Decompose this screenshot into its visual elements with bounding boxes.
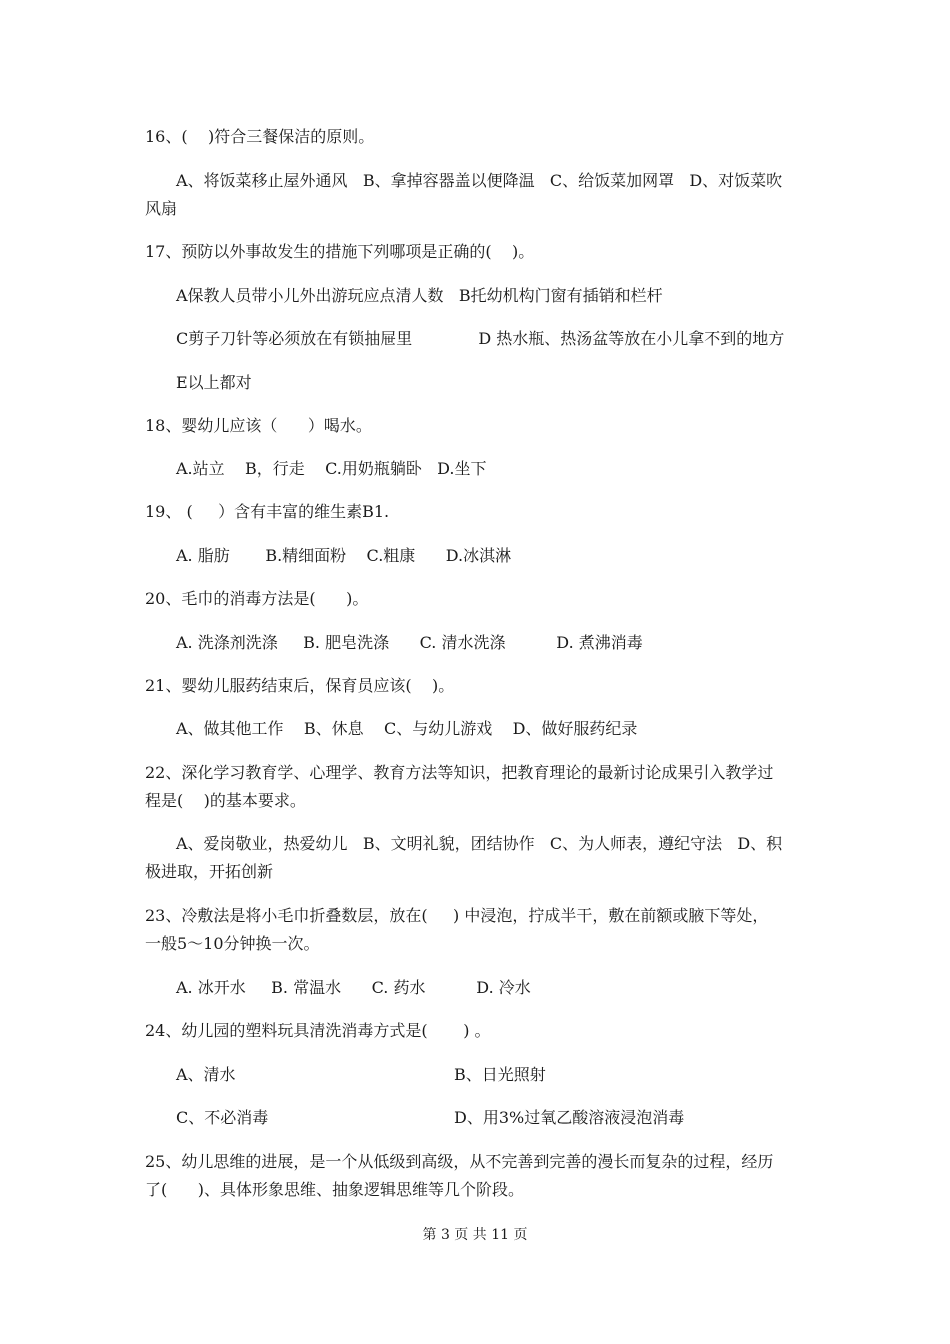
question-22-stem-cont: 程是( )的基本要求。 [145,791,306,810]
question-18-options: A.站立 B，行走 C.用奶瓶躺卧 D.坐下 [176,459,487,478]
question-16-stem: 16、( )符合三餐保洁的原则。 [145,127,375,146]
question-16-options-cont: 风扇 [145,199,178,218]
question-19-options: A. 脂肪 B.精细面粉 C.粗康 D.冰淇淋 [176,546,512,565]
question-21-stem: 21、婴幼儿服药结束后，保育员应该( )。 [145,676,455,695]
page-footer: 第 3 页 共 11 页 [422,1227,528,1243]
question-23-stem: 23、冷敷法是将小毛巾折叠数层，放在( ) 中浸泡，拧成半干，敷在前额或腋下等处， [145,906,769,925]
question-17-options-cd: C剪子刀针等必须放在有锁抽屉里 D 热水瓶、热汤盆等放在小儿拿不到的地方 [176,329,785,348]
question-17-options-ab: A保教人员带小儿外出游玩应点清人数 B托幼机构门窗有插销和栏杆 [176,286,663,305]
question-24-option-d: D、用3%过氧乙酸溶液浸泡消毒 [454,1108,685,1127]
question-19-stem: 19、 ( ）含有丰富的维生素B1. [145,502,390,521]
question-22-options: A、爱岗敬业，热爱幼儿 B、文明礼貌，团结协作 C、为人师表，遵纪守法 D、积 [176,834,783,853]
question-22-options-cont: 极进取，开拓创新 [145,862,274,881]
question-17-stem: 17、预防以外事故发生的措施下列哪项是正确的( )。 [145,242,535,261]
question-17-options-e: E以上都对 [176,373,252,392]
question-24-option-a: A、清水 [176,1065,236,1084]
question-20-options: A. 洗涤剂洗涤 B. 肥皂洗涤 C. 清水洗涤 D. 煮沸消毒 [176,633,643,652]
question-25-stem: 25、幼儿思维的进展，是一个从低级到高级，从不完善到完善的漫长而复杂的过程，经历 [145,1152,774,1171]
question-20-stem: 20、毛巾的消毒方法是( )。 [145,589,369,608]
question-25-stem-cont: 了( )、具体形象思维、抽象逻辑思维等几个阶段。 [145,1180,525,1199]
question-23-stem-cont: 一般5～10分钟换一次。 [145,934,320,953]
question-23-options: A. 冰开水 B. 常温水 C. 药水 D. 冷水 [176,978,531,997]
question-16-options: A、将饭菜移止屋外通风 B、拿掉容器盖以便降温 C、给饭菜加网罩 D、对饭菜吹 [176,171,783,190]
question-24-option-b: B、日光照射 [454,1065,546,1084]
question-24-option-c: C、不必消毒 [176,1108,269,1127]
question-18-stem: 18、婴幼儿应该（ ）喝水。 [145,416,372,435]
question-22-stem: 22、深化学习教育学、心理学、教育方法等知识，把教育理论的最新讨论成果引入教学过 [145,763,774,782]
question-24-stem: 24、幼儿园的塑料玩具清洗消毒方式是( ) 。 [145,1021,491,1040]
question-21-options: A、做其他工作 B、休息 C、与幼儿游戏 D、做好服药纪录 [176,719,638,738]
